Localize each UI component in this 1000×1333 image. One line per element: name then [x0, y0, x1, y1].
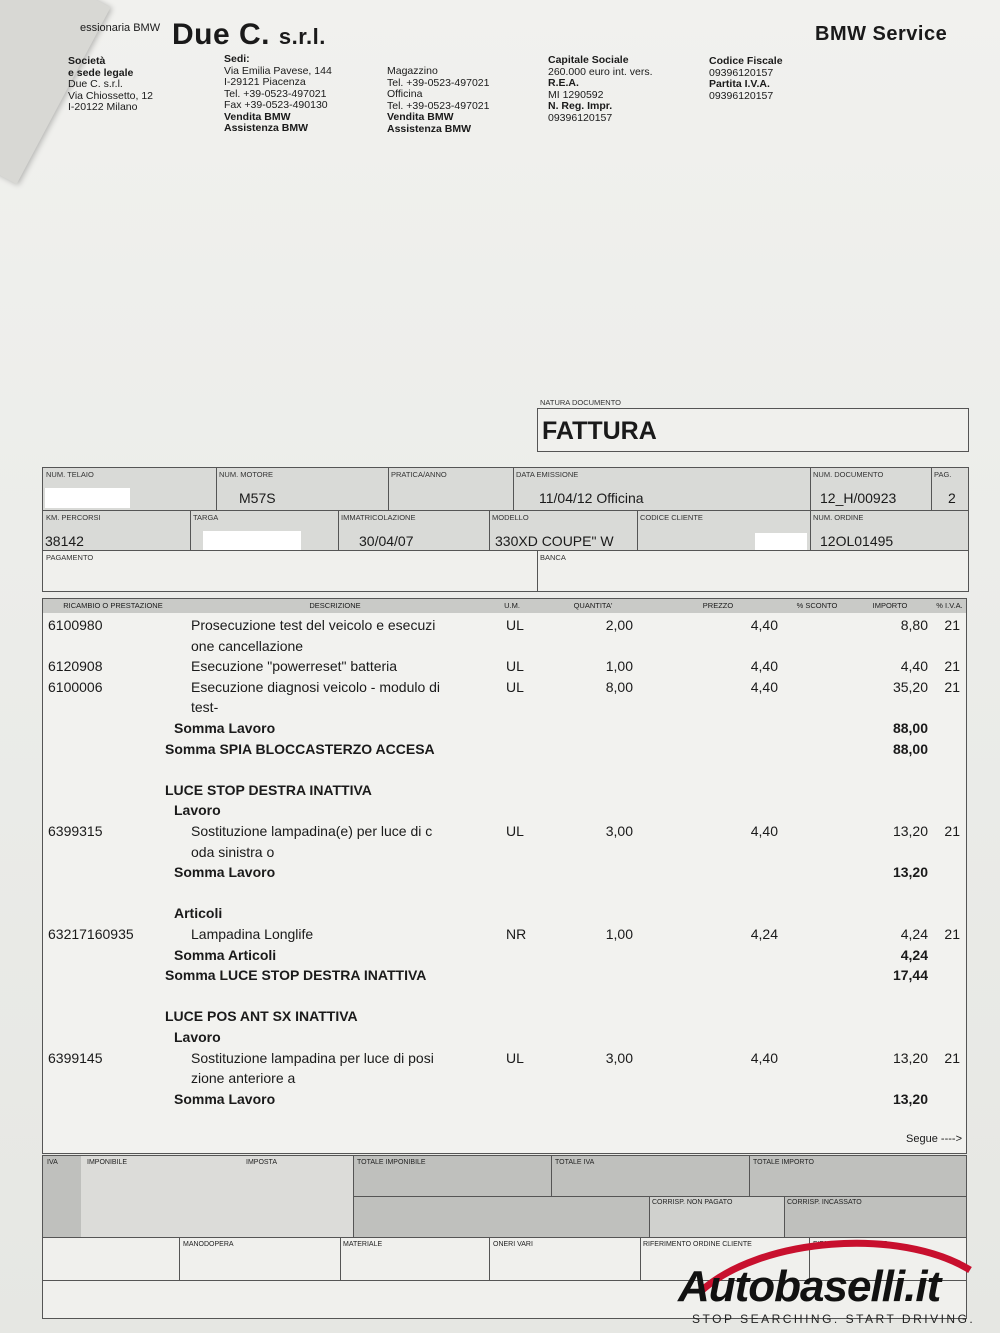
- cell-code: 6399145: [48, 1049, 103, 1066]
- footer-corrisp-non-pagato-label: CORRISP. NON PAGATO: [652, 1199, 733, 1206]
- table-row: [43, 988, 966, 1009]
- subtotal-label: Somma Lavoro: [174, 1090, 276, 1107]
- company-name: Due C. s.r.l.: [172, 18, 326, 51]
- footer-imposta-label: IMPOSTA: [246, 1159, 277, 1166]
- info-row-3: [42, 550, 969, 592]
- bmw-service-label: BMW Service: [815, 23, 948, 45]
- modello: 330XD COUPE" W: [495, 533, 614, 549]
- footer-riferimento-label: RIFERIMENTO ORDINE CLIENTE: [643, 1241, 752, 1248]
- table-row: [43, 741, 966, 762]
- table-row: [43, 905, 966, 926]
- cell-qty: 8,00: [605, 678, 633, 695]
- subtotal-label: LUCE POS ANT SX INATTIVA: [165, 1008, 358, 1025]
- table-row: [43, 617, 966, 638]
- col-importo: IMPORTO: [872, 601, 908, 610]
- cell-um: UL: [506, 617, 524, 633]
- cell-desc: Esecuzione diagnosi veicolo - modulo di: [191, 678, 441, 695]
- immatricolazione: 30/04/07: [359, 533, 414, 549]
- sedi-block: Sedi: Via Emilia Pavese, 144 I-29121 Piacenza Tel. +39-0523-497021 Fax +39-0523-490130 Vendita BMW Assistenza BMW: [224, 53, 332, 134]
- data-emissione: 11/04/12 Officina: [539, 490, 644, 506]
- subtotal-label: Lavoro: [174, 1029, 221, 1045]
- col-sconto: % SCONTO: [796, 601, 838, 610]
- table-row: [43, 1091, 966, 1112]
- totals-box: [42, 1155, 967, 1239]
- cell-qty: 2,00: [605, 617, 633, 633]
- immatricolazione-label: IMMATRICOLAZIONE: [341, 513, 416, 522]
- redacted-targa: [203, 531, 301, 551]
- cell-um: NR: [506, 926, 527, 942]
- cell-price: 4,40: [750, 823, 778, 839]
- cell-desc: Prosecuzione test del veicolo e esecuzi: [191, 617, 436, 633]
- cell-amount: 35,20: [892, 678, 928, 695]
- table-row: [43, 1029, 966, 1050]
- footer-firma-label: FIRMA DEL CASSIERE: [813, 1241, 888, 1248]
- cell-code: 63217160935: [48, 926, 134, 942]
- col-um: U.M.: [504, 601, 520, 610]
- table-row: [43, 699, 966, 720]
- table-header: [42, 598, 967, 614]
- subtotal-label: Somma LUCE STOP DESTRA INATTIVA: [165, 967, 427, 984]
- cell-iva: 21: [944, 1049, 960, 1066]
- table-row: [43, 761, 966, 782]
- info-row-2: [42, 510, 969, 552]
- redacted-cliente: [755, 533, 807, 550]
- footer-imponibile-label: IMPONIBILE: [87, 1159, 128, 1166]
- cell-desc: one cancellazione: [191, 637, 304, 654]
- col-iva: % I.V.A.: [936, 601, 963, 610]
- subtotal-value: 88,00: [892, 740, 928, 757]
- watermark-name: Autobaselli.it: [678, 1262, 941, 1311]
- cell-qty: 1,00: [605, 658, 633, 675]
- table-row: [43, 885, 966, 906]
- watermark-tagline: STOP SEARCHING. START DRIVING.: [692, 1312, 976, 1326]
- banca-label: BANCA: [540, 553, 566, 562]
- cell-iva: 21: [944, 926, 960, 942]
- cell-price: 4,40: [750, 658, 778, 675]
- num-documento-label: NUM. DOCUMENTO: [813, 470, 884, 479]
- cell-price: 4,40: [750, 617, 778, 633]
- num-ordine: 12OL01495: [820, 533, 894, 549]
- cell-desc: zione anteriore a: [191, 1070, 296, 1087]
- fiscale-block: Codice Fiscale 09396120157 Partita I.V.A. 09396120157: [709, 55, 783, 102]
- page-number: 2: [948, 490, 956, 506]
- segue-indicator: Segue ---->: [906, 1133, 962, 1145]
- subtotal-label: Somma SPIA BLOCCASTERZO ACCESA: [165, 740, 435, 757]
- invoice-lines: [42, 613, 967, 1154]
- table-row: [43, 967, 966, 988]
- col-prezzo: PREZZO: [702, 601, 734, 610]
- cell-price: 4,24: [750, 926, 778, 942]
- footer-materiale-label: MATERIALE: [343, 1241, 383, 1248]
- cell-code: 6399315: [48, 823, 103, 839]
- cell-code: 6100980: [48, 617, 103, 633]
- subtotal-label: Lavoro: [174, 802, 221, 819]
- table-row: [43, 638, 966, 659]
- societa-block: Società e sede legale Due C. s.r.l. Via Chiossetto, 12 I-20122 Milano: [68, 55, 154, 113]
- footer-iva-label: IVA: [47, 1159, 58, 1166]
- footer-oneri-label: ONERI VARI: [493, 1241, 533, 1248]
- capitale-block: Capitale Sociale 260.000 euro int. vers. R.E.A. MI 1290592 N. Reg. Impr. 09396120157: [548, 54, 653, 124]
- km-percorsi: 38142: [45, 533, 84, 549]
- cell-um: UL: [506, 678, 524, 695]
- cell-desc: Sostituzione lampadina per luce di posi: [191, 1049, 434, 1066]
- footer-totale-importo-label: TOTALE IMPORTO: [753, 1159, 814, 1166]
- subtotal-value: 4,24: [900, 946, 928, 963]
- cell-desc: Esecuzione "powerreset" batteria: [191, 658, 398, 675]
- subtotal-label: Somma Lavoro: [174, 720, 276, 736]
- cell-desc: Lampadina Longlife: [191, 926, 314, 942]
- cell-price: 4,40: [750, 1049, 778, 1066]
- subtotal-label: Somma Articoli: [174, 946, 277, 963]
- table-row: [43, 947, 966, 968]
- cell-code: 6120908: [48, 658, 103, 675]
- autobaselli-watermark: [670, 1232, 990, 1327]
- num-motore: M57S: [239, 490, 276, 506]
- cell-amount: 4,24: [900, 926, 928, 942]
- footer-manodopera-label: MANODOPERA: [183, 1241, 234, 1248]
- modello-label: MODELLO: [492, 513, 529, 522]
- cell-um: UL: [506, 1049, 524, 1066]
- subtotal-value: 13,20: [892, 1090, 928, 1107]
- cell-price: 4,40: [750, 678, 778, 695]
- table-row: [43, 844, 966, 865]
- col-descrizione: DESCRIZIONE: [309, 601, 361, 610]
- concessionaria-label: essionaria BMW: [80, 22, 161, 34]
- natura-box: [537, 408, 969, 452]
- cell-qty: 1,00: [605, 926, 633, 942]
- cell-iva: 21: [944, 823, 960, 839]
- info-row-1: [42, 467, 969, 512]
- footer-totale-iva-label: TOTALE IVA: [555, 1159, 595, 1166]
- cell-desc: test-: [191, 699, 219, 716]
- table-row: [43, 802, 966, 823]
- cell-iva: 21: [944, 617, 960, 633]
- natura-label: NATURA DOCUMENTO: [540, 398, 621, 407]
- num-ordine-label: NUM. ORDINE: [813, 513, 864, 522]
- pag-label: PAG.: [934, 470, 952, 479]
- subtotal-label: LUCE STOP DESTRA INATTIVA: [165, 781, 372, 798]
- subtotal-value: 88,00: [892, 720, 928, 736]
- cell-desc: oda sinistra o: [191, 843, 275, 860]
- subtotal-label: Somma Lavoro: [174, 864, 276, 881]
- pagamento-label: PAGAMENTO: [46, 553, 94, 562]
- cell-desc: Sostituzione lampadina(e) per luce di c: [191, 823, 433, 839]
- document-type: FATTURA: [542, 417, 657, 445]
- col-quantita: QUANTITA': [573, 601, 613, 610]
- table-row: [43, 926, 966, 947]
- num-documento: 12_H/00923: [820, 490, 897, 506]
- targa-label: TARGA: [193, 513, 219, 522]
- cell-um: UL: [506, 658, 524, 675]
- subtotal-value: 17,44: [892, 967, 928, 984]
- cell-amount: 8,80: [900, 617, 928, 633]
- cell-qty: 3,00: [605, 1049, 633, 1066]
- cell-iva: 21: [944, 678, 960, 695]
- col-ricambio: RICAMBIO O PRESTAZIONE: [63, 601, 163, 610]
- subtotal-label: Articoli: [174, 905, 223, 922]
- cell-amount: 13,20: [892, 823, 928, 839]
- table-row: [43, 720, 966, 741]
- table-row: [43, 1050, 966, 1071]
- table-row: [43, 1008, 966, 1029]
- table-row: [43, 1070, 966, 1091]
- cell-um: UL: [506, 823, 524, 839]
- km-label: KM. PERCORSI: [46, 513, 101, 522]
- cell-amount: 4,40: [900, 658, 928, 675]
- pratica-label: PRATICA/ANNO: [391, 470, 447, 479]
- cell-qty: 3,00: [605, 823, 633, 839]
- table-row: [43, 823, 966, 844]
- footer-totale-imponibile-label: TOTALE IMPONIBILE: [357, 1159, 426, 1166]
- num-telaio-label: NUM. TELAIO: [46, 470, 94, 479]
- num-motore-label: NUM. MOTORE: [219, 470, 274, 479]
- redacted-telaio: [45, 488, 130, 508]
- table-row: [43, 782, 966, 803]
- cell-code: 6100006: [48, 678, 103, 695]
- table-row: [43, 679, 966, 700]
- cell-iva: 21: [944, 658, 960, 675]
- subtotal-value: 13,20: [892, 864, 928, 881]
- magazzino-block: Magazzino Tel. +39-0523-497021 Officina Tel. +39-0523-497021 Vendita BMW Assistenza BMW: [387, 65, 490, 135]
- data-emissione-label: DATA EMISSIONE: [516, 470, 579, 479]
- footer-corrisp-incassato-label: CORRISP. INCASSATO: [787, 1199, 862, 1206]
- codice-cliente-label: CODICE CLIENTE: [640, 513, 703, 522]
- table-row: [43, 864, 966, 885]
- cell-amount: 13,20: [892, 1049, 928, 1066]
- table-row: [43, 658, 966, 679]
